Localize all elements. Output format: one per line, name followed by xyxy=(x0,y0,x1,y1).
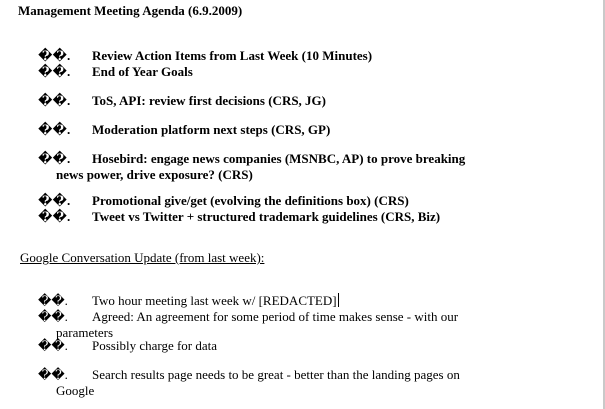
section-heading: Google Conversation Update (from last week): xyxy=(20,250,265,265)
agenda-item xyxy=(38,193,468,209)
bullet-glyph: ��. xyxy=(38,151,71,166)
bullet-glyph: ��. xyxy=(38,93,71,108)
google-item xyxy=(38,338,468,354)
agenda-item-text: Review Action Items from Last Week (10 Minutes) xyxy=(92,48,373,63)
google-item-continuation: Google xyxy=(56,383,95,398)
agenda-item-text: Hosebird: engage news companies (MSNBC, AP) to prove breaking xyxy=(92,151,466,166)
google-item-text: Two hour meeting last week w/ [REDACTED] xyxy=(92,293,337,308)
google-item xyxy=(38,309,468,341)
agenda-item-text: ToS, API: review first decisions (CRS, JG) xyxy=(92,93,326,108)
google-item-text: Agreed: An agreement for some period of time makes sense - with our xyxy=(92,309,459,324)
bullet-glyph: ��. xyxy=(38,64,71,79)
agenda-item-text: Tweet vs Twitter + structured trademark guidelines (CRS, Biz) xyxy=(92,209,441,224)
agenda-item-continuation: news power, drive exposure? (CRS) xyxy=(56,167,253,182)
google-item-text: Search results page needs to be great - better than the landing pages on xyxy=(92,367,460,382)
google-item xyxy=(38,367,468,399)
bullet-glyph: ��. xyxy=(38,209,71,224)
agenda-item xyxy=(38,64,468,80)
bullet-glyph: ��. xyxy=(38,338,68,353)
bullet-glyph: ��. xyxy=(38,309,68,324)
agenda-item xyxy=(38,209,468,225)
agenda-item xyxy=(38,48,468,64)
bullet-glyph: ��. xyxy=(38,367,68,382)
google-item-continuation: parameters xyxy=(56,325,114,340)
document-title: Management Meeting Agenda (6.9.2009) xyxy=(18,3,243,18)
agenda-item xyxy=(38,122,468,138)
text-cursor xyxy=(338,293,339,307)
agenda-item xyxy=(38,151,468,183)
agenda-item-text: End of Year Goals xyxy=(92,64,193,79)
bullet-glyph: ��. xyxy=(38,122,71,137)
bullet-glyph: ��. xyxy=(38,293,68,308)
agenda-item-text: Moderation platform next steps (CRS, GP) xyxy=(92,122,331,137)
google-item xyxy=(38,293,468,309)
agenda-item-text: Promotional give/get (evolving the definitions box) (CRS) xyxy=(92,193,409,208)
google-item-text: Possibly charge for data xyxy=(92,338,218,353)
bullet-glyph: ��. xyxy=(38,48,71,63)
bullet-glyph: ��. xyxy=(38,193,71,208)
agenda-item xyxy=(38,93,468,109)
